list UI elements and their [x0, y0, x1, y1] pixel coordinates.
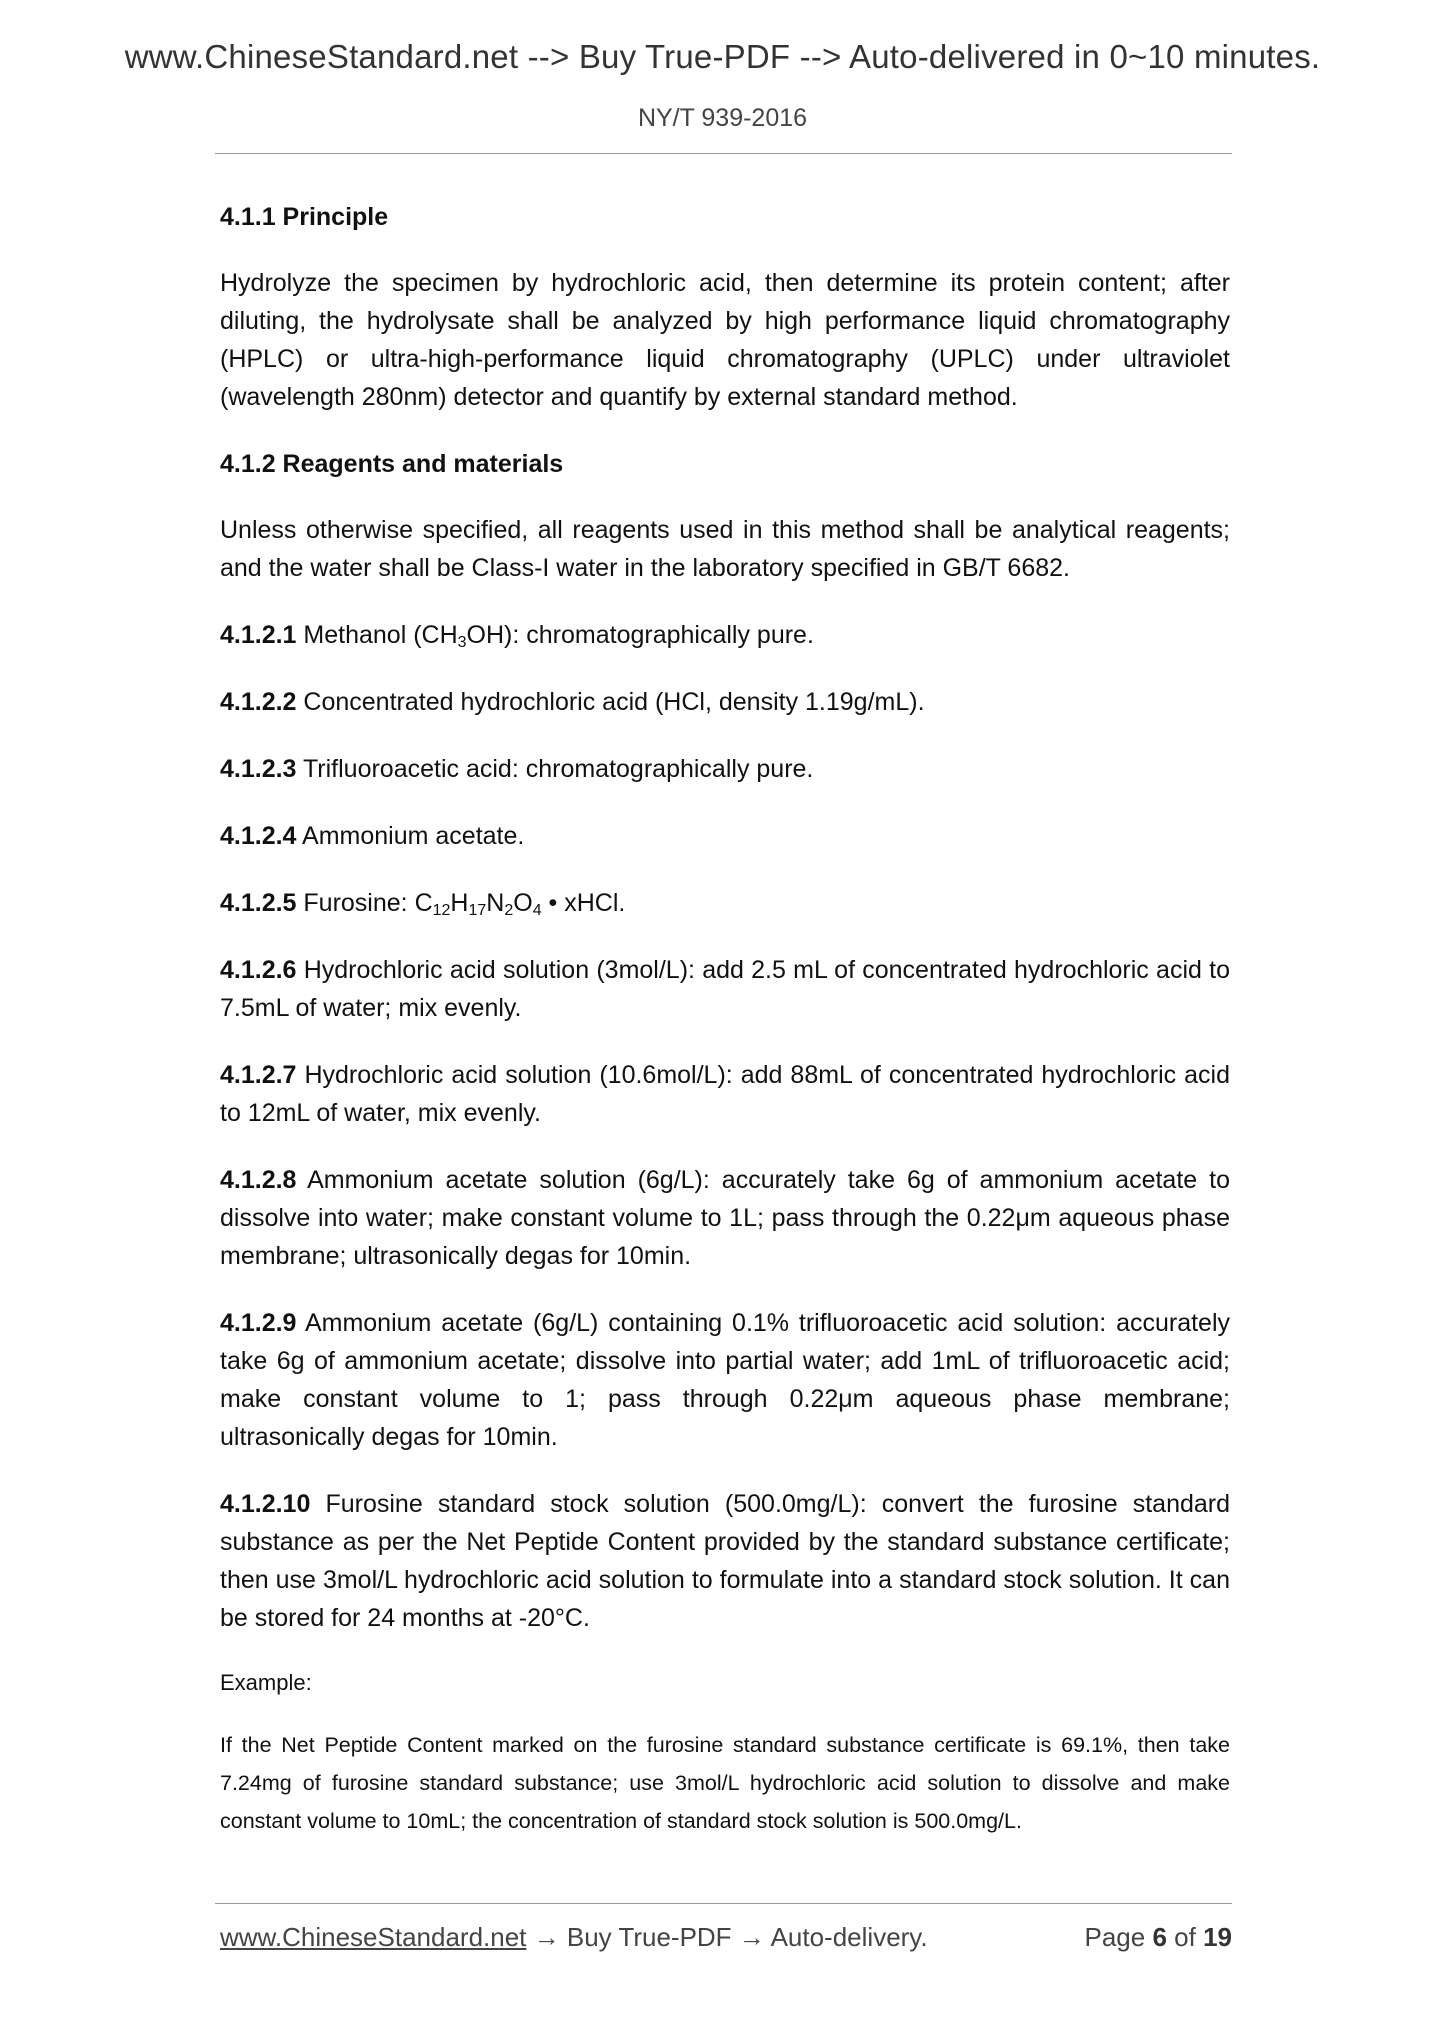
item-number: 4.1.2.9 [220, 1309, 297, 1337]
item-4-1-2-9 [220, 1304, 1230, 1456]
principle-text: Hydrolyze the specimen by hydrochloric acid, then determine its protein content; after diluting, the hydrolysate shall be analyzed by high performance liquid chromatography (HPLC) or ultra-high-performance liquid chromatography (UPLC) under ultraviolet (wavelength 280nm) detector and quantify by external standard method. [220, 269, 1230, 411]
item-number: 4.1.2.4 [220, 822, 297, 850]
item-4-1-2-8 [220, 1161, 1230, 1275]
of-word: of [1174, 1922, 1196, 1952]
subscript: 4 [532, 902, 542, 919]
page-indicator [1084, 1922, 1232, 1953]
item-number: 4.1.2.5 [220, 889, 297, 917]
item-4-1-2-2 [220, 683, 1230, 721]
top-banner[interactable]: www.ChineseStandard.net --> Buy True-PDF --> Auto-delivered in 0~10 minutes. [124, 38, 1321, 75]
item-4-1-2-10 [220, 1485, 1230, 1637]
item-text: Furosine standard stock solution (500.0mg/L): convert the furosine standard substance as per the Net Peptide Content provided by the standard substance certificate; then use 3mol/L hydrochloric acid solution to formulate into a standard stock solution. It can be stored for 24 months at -20°C. [220, 1490, 1231, 1632]
page-content [220, 198, 1230, 1840]
subscript: 3 [457, 634, 467, 651]
item-text: N [486, 889, 505, 917]
subscript: 2 [504, 902, 514, 919]
item-4-1-2-4 [220, 817, 1230, 855]
item-4-1-2-3 [220, 750, 1230, 788]
item-text: Furosine: C [303, 889, 433, 917]
item-text: Ammonium acetate solution (6g/L): accurately take 6g of ammonium acetate to dissolve into water; make constant volume to 1L; pass through the 0.22μm aqueous phase membrane; ultrasonically degas for 10min. [220, 1166, 1231, 1270]
footer-divider [215, 1903, 1232, 1904]
item-text: Trifluoroacetic acid: chromatographically pure. [302, 755, 814, 783]
item-text: O [513, 889, 533, 917]
example-text: If the Net Peptide Content marked on the furosine standard substance certificate is 69.1%, then take 7.24mg of furosine standard substance; use 3mol/L hydrochloric acid solution to dissolve and make constant volume to 10mL; the concentration of standard stock solution is 500.0mg/L. [220, 1733, 1230, 1833]
item-4-1-2-5 [220, 884, 1230, 922]
heading-reagents: 4.1.2 Reagents and materials [220, 450, 564, 478]
item-number: 4.1.2.3 [220, 755, 297, 783]
item-text: Ammonium acetate (6g/L) containing 0.1% trifluoroacetic acid solution: accurately take 6g of ammonium acetate; dissolve into partial water; add 1mL of trifluoroacetic acid; make constant volume to 1; pass through 0.22μm aqueous phase membrane; ultrasonically degas for 10min. [220, 1309, 1231, 1451]
item-text: H [450, 889, 469, 917]
subscript: 17 [468, 902, 487, 919]
item-number: 4.1.2.7 [220, 1061, 297, 1089]
reagents-intro: Unless otherwise specified, all reagents used in this method shall be analytical reagents; and the water shall be Class-I water in the laboratory specified in GB/T 6682. [220, 516, 1230, 582]
item-text: Methanol (CH [303, 621, 458, 649]
page-word: Page [1084, 1922, 1146, 1952]
subscript: 12 [432, 902, 451, 919]
page-total: 19 [1203, 1922, 1232, 1952]
item-4-1-2-7 [220, 1056, 1230, 1132]
item-number: 4.1.2.10 [220, 1490, 311, 1518]
item-4-1-2-6 [220, 951, 1230, 1027]
item-text: Concentrated hydrochloric acid (HCl, density 1.19g/mL). [303, 688, 925, 716]
item-number: 4.1.2.2 [220, 688, 297, 716]
item-4-1-2-1 [220, 616, 1230, 654]
item-number: 4.1.2.1 [220, 621, 297, 649]
item-number: 4.1.2.8 [220, 1166, 297, 1194]
footer-tagline: → Buy True-PDF → Auto-delivery. [526, 1922, 928, 1952]
document-number: NY/T 939-2016 [637, 104, 808, 132]
item-text: Hydrochloric acid solution (3mol/L): add 2.5 mL of concentrated hydrochloric acid to 7.5mL of water; mix evenly. [220, 956, 1230, 1022]
footer-link[interactable]: www.ChineseStandard.net [220, 1922, 527, 1952]
header-divider [215, 153, 1232, 154]
example-label: Example: [220, 1670, 312, 1695]
page-footer [220, 1922, 1232, 1953]
item-text: OH): chromatographically pure. [466, 621, 814, 649]
item-text: • xHCl. [541, 889, 626, 917]
item-text: Hydrochloric acid solution (10.6mol/L): add 88mL of concentrated hydrochloric acid to 12mL of water, mix evenly. [220, 1061, 1230, 1127]
heading-principle: 4.1.1 Principle [220, 203, 389, 231]
item-text: Ammonium acetate. [302, 822, 525, 850]
item-number: 4.1.2.6 [220, 956, 297, 984]
page-number: 6 [1152, 1922, 1167, 1952]
